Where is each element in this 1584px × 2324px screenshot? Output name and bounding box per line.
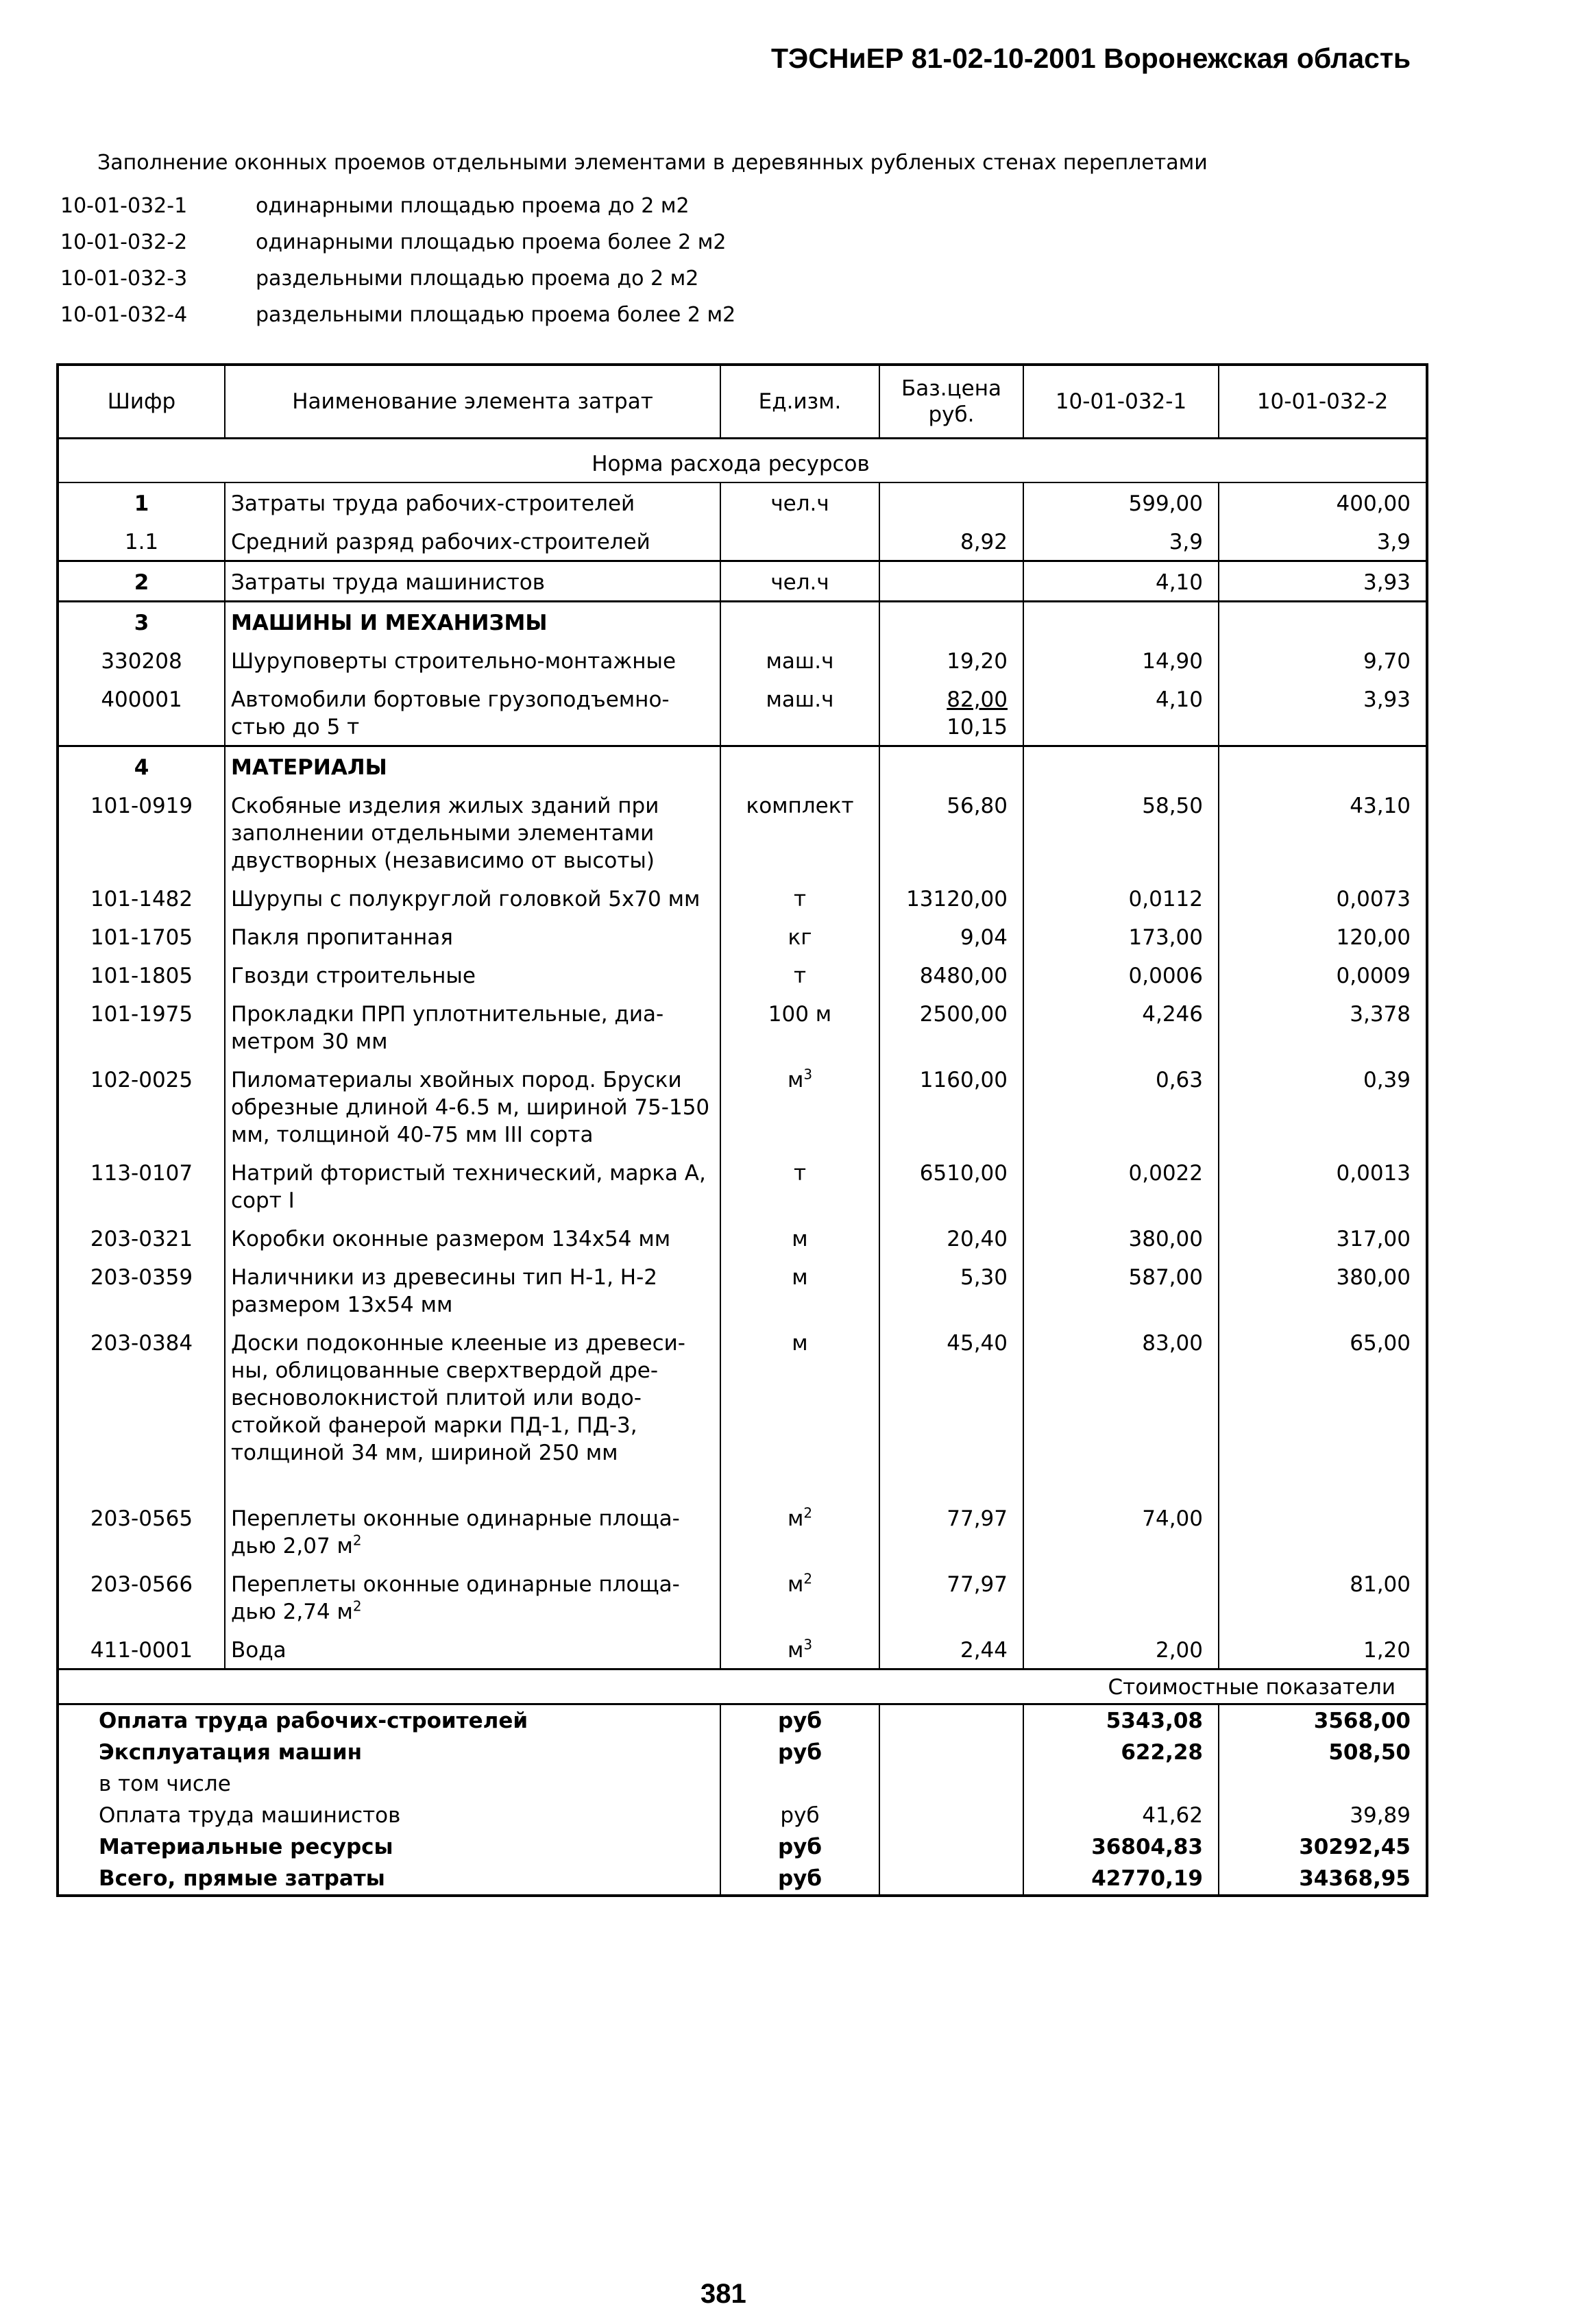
row-unit: чел.ч <box>720 482 879 522</box>
row-v1: 0,63 <box>1023 1060 1219 1153</box>
summary-row <box>58 1863 1427 1896</box>
row-unit: 100 м <box>720 994 879 1060</box>
summary-unit <box>720 1768 879 1800</box>
row-name: Наличники из древесины тип Н-1, Н-2 размером 13x54 мм <box>225 1257 720 1323</box>
row-code: 101-0919 <box>90 794 193 818</box>
row-unit: чел.ч <box>720 561 879 602</box>
row-unit: кг <box>720 917 879 955</box>
table-row <box>58 522 1427 561</box>
table-row <box>58 1219 1427 1257</box>
summary-row <box>58 1704 1427 1737</box>
unit-base: м <box>787 1638 804 1663</box>
row-code: 113-0107 <box>90 1161 193 1186</box>
header-unit: Ед.изм. <box>720 365 879 439</box>
document-header: ТЭСНиЕР 81-02-10-2001 Воронежская область <box>771 42 1411 74</box>
row-code: 1 <box>134 491 149 516</box>
row-name: Затраты труда машинистов <box>225 561 720 602</box>
row-code: 203-0565 <box>90 1506 193 1531</box>
row-v2: 3,9 <box>1219 522 1427 561</box>
variant-desc: раздельными площадью проема до 2 м2 <box>256 267 699 291</box>
row-price <box>879 561 1023 602</box>
header-name: Наименование элемента затрат <box>225 365 720 439</box>
row-v2: 0,39 <box>1219 1060 1427 1153</box>
table-row <box>58 1630 1427 1669</box>
row-code: 101-1805 <box>90 964 193 988</box>
row-code: 3 <box>134 611 149 635</box>
variant-code: 10-01-032-1 <box>60 194 188 218</box>
row-v2: 1,20 <box>1219 1630 1427 1669</box>
table-row <box>58 994 1427 1060</box>
summary-price <box>879 1768 1023 1800</box>
row-v1: 14,90 <box>1023 641 1219 679</box>
row-price: 13120,00 <box>879 879 1023 917</box>
row-code: 203-0384 <box>90 1331 193 1356</box>
row-name: Скобяные изделия жилых зданий при заполнении отдельными элементами двустворных (независимо от высоты) <box>225 785 720 879</box>
row-v2: 65,00 <box>1219 1323 1427 1498</box>
row-price: 20,40 <box>879 1219 1023 1257</box>
row-v2: 0,0013 <box>1219 1153 1427 1219</box>
row-name: Шуруповерты строительно-монтажные <box>225 641 720 679</box>
row-v2: 3,93 <box>1219 561 1427 602</box>
summary-price <box>879 1800 1023 1831</box>
unit-base: м <box>787 1506 804 1531</box>
row-price <box>879 679 1023 746</box>
row-code: 203-0566 <box>90 1572 193 1597</box>
summary-price <box>879 1831 1023 1863</box>
row-unit: м <box>720 1219 879 1257</box>
variant-list <box>60 194 735 339</box>
row-v2: 43,10 <box>1219 785 1427 879</box>
header-code: Шифр <box>58 365 225 439</box>
summary-row <box>58 1800 1427 1831</box>
row-code: 203-0321 <box>90 1227 193 1251</box>
summary-label: Эксплуатация машин <box>99 1740 363 1765</box>
row-v1: 4,246 <box>1023 994 1219 1060</box>
row-name: Шурупы с полукруглой головкой 5x70 мм <box>225 879 720 917</box>
summary-price <box>879 1737 1023 1768</box>
row-name <box>225 1498 720 1564</box>
row-price <box>879 602 1023 641</box>
row-price: 9,04 <box>879 917 1023 955</box>
row-unit <box>720 1060 879 1153</box>
row-price: 8,92 <box>879 522 1023 561</box>
summary-label: Всего, прямые затраты <box>99 1866 385 1891</box>
variant-item <box>60 267 735 303</box>
summary-price <box>879 1863 1023 1896</box>
row-v2: 81,00 <box>1219 1564 1427 1630</box>
unit-superscript: 3 <box>803 1066 813 1083</box>
row-price: 1160,00 <box>879 1060 1023 1153</box>
summary-row <box>58 1831 1427 1863</box>
table-row <box>58 1564 1427 1630</box>
summary-unit: руб <box>720 1831 879 1863</box>
row-name: Пакля пропитанная <box>225 917 720 955</box>
summary-price <box>879 1704 1023 1737</box>
variant-item <box>60 303 735 339</box>
row-code: 400001 <box>58 679 225 746</box>
table-row <box>58 561 1427 602</box>
row-name: Средний разряд рабочих-строителей <box>225 522 720 561</box>
row-v2: 400,00 <box>1219 482 1427 522</box>
summary-label: Оплата труда рабочих-строителей <box>58 1704 720 1737</box>
table-row <box>58 917 1427 955</box>
row-code: 4 <box>134 755 149 780</box>
table-row <box>58 602 1427 641</box>
row-v2: 317,00 <box>1219 1219 1427 1257</box>
row-v1 <box>1023 746 1219 786</box>
row-v1 <box>1023 602 1219 641</box>
row-v2 <box>1219 1498 1427 1564</box>
table-row <box>58 1153 1427 1219</box>
summary-label: в том числе <box>99 1772 231 1796</box>
row-name: Прокладки ПРП уплотнительные, диа-метром 30 мм <box>225 994 720 1060</box>
row-unit: т <box>720 1153 879 1219</box>
row-price <box>879 746 1023 786</box>
summary-v1: 41,62 <box>1023 1800 1219 1831</box>
row-v1: 3,9 <box>1023 522 1219 561</box>
row-name: Коробки оконные размером 134x54 мм <box>225 1219 720 1257</box>
row-price <box>879 482 1023 522</box>
row-v2: 380,00 <box>1219 1257 1427 1323</box>
row-price: 45,40 <box>879 1323 1023 1498</box>
row-v2: 9,70 <box>1219 641 1427 679</box>
row-name: Вода <box>225 1630 720 1669</box>
row-unit <box>720 1498 879 1564</box>
row-unit: т <box>720 879 879 917</box>
summary-unit: руб <box>720 1863 879 1896</box>
summary-label: Материальные ресурсы <box>99 1835 393 1859</box>
row-name: МАШИНЫ И МЕХАНИЗМЫ <box>225 602 720 641</box>
variant-code: 10-01-032-4 <box>60 303 188 327</box>
cost-label: Стоимостные показатели <box>58 1669 1427 1704</box>
row-v2: 0,0009 <box>1219 955 1427 994</box>
summary-v1: 5343,08 <box>1023 1704 1219 1737</box>
row-name: МАТЕРИАЛЫ <box>225 746 720 786</box>
norm-label: Норма расхода ресурсов <box>58 439 1427 483</box>
row-v1: 0,0112 <box>1023 879 1219 917</box>
row-unit: т <box>720 955 879 994</box>
row-name: Пиломатериалы хвойных пород. Бруски обрезные длиной 4-6.5 м, шириной 75-150 мм, толщиной 40-75 мм III сорта <box>225 1060 720 1153</box>
table-row <box>58 879 1427 917</box>
summary-unit: руб <box>720 1737 879 1768</box>
unit-superscript: 3 <box>803 1636 813 1653</box>
summary-label: Оплата труда машинистов <box>99 1803 401 1828</box>
row-name: Автомобили бортовые грузоподъемно-стью до 5 т <box>225 679 720 746</box>
row-v1: 2,00 <box>1023 1630 1219 1669</box>
row-v2 <box>1219 602 1427 641</box>
row-v1: 173,00 <box>1023 917 1219 955</box>
row-unit: комплект <box>720 785 879 879</box>
summary-v1: 36804,83 <box>1023 1831 1219 1863</box>
variant-desc: раздельными площадью проема более 2 м2 <box>256 303 736 327</box>
row-unit <box>720 1630 879 1669</box>
table-row <box>58 1498 1427 1564</box>
row-name: Гвозди строительные <box>225 955 720 994</box>
resource-table-container <box>56 363 1426 1897</box>
row-unit: маш.ч <box>720 679 879 746</box>
resource-table <box>56 363 1428 1897</box>
variant-code: 10-01-032-2 <box>60 230 188 254</box>
row-code: 2 <box>58 561 225 602</box>
section-intro: Заполнение оконных проемов отдельными элементами в деревянных рубленых стенах переплетами <box>97 151 1208 175</box>
row-code: 101-1975 <box>90 1002 193 1027</box>
row-price: 5,30 <box>879 1257 1023 1323</box>
summary-row <box>58 1768 1427 1800</box>
name-text: Переплеты оконные одинарные площа-дью 2,74 м <box>231 1572 680 1624</box>
header-price-line2: руб. <box>928 402 975 427</box>
table-row <box>58 1257 1427 1323</box>
row-name: Доски подоконные клееные из древеси-ны, облицованные сверхтвердой дре-весноволокнистой плитой или водо-стойкой фанерой марки ПД-1, ПД-3, толщиной 34 мм, шириной 250 мм <box>225 1323 720 1498</box>
summary-v1 <box>1023 1768 1219 1800</box>
variant-code: 10-01-032-3 <box>60 267 188 291</box>
row-v1: 83,00 <box>1023 1323 1219 1498</box>
summary-v1: 622,28 <box>1023 1737 1219 1768</box>
row-v2 <box>1219 746 1427 786</box>
row-code: 101-1705 <box>90 925 193 950</box>
table-row <box>58 955 1427 994</box>
row-v2: 3,93 <box>1219 679 1427 746</box>
row-v1: 380,00 <box>1023 1219 1219 1257</box>
row-price: 56,80 <box>879 785 1023 879</box>
row-code: 330208 <box>101 649 182 674</box>
summary-body <box>58 1669 1427 1896</box>
table-body <box>58 439 1427 1669</box>
row-price: 77,97 <box>879 1564 1023 1630</box>
summary-unit: руб <box>720 1704 879 1737</box>
row-code: 411-0001 <box>90 1638 193 1663</box>
row-name: Натрий фтористый технический, марка А, сорт I <box>225 1153 720 1219</box>
table-row <box>58 679 1427 746</box>
row-code: 102-0025 <box>90 1068 193 1092</box>
table-row <box>58 785 1427 879</box>
row-v1: 0,0006 <box>1023 955 1219 994</box>
table-row <box>58 482 1427 522</box>
summary-v2: 39,89 <box>1219 1800 1427 1831</box>
row-v1: 599,00 <box>1023 482 1219 522</box>
row-price: 2,44 <box>879 1630 1023 1669</box>
row-unit <box>720 602 879 641</box>
unit-base: м <box>787 1572 804 1597</box>
row-v1 <box>1023 1564 1219 1630</box>
row-price: 8480,00 <box>879 955 1023 994</box>
row-code: 1.1 <box>58 522 225 561</box>
row-name: Затраты труда рабочих-строителей <box>225 482 720 522</box>
row-v2: 0,0073 <box>1219 879 1427 917</box>
unit-superscript: 2 <box>803 1570 813 1587</box>
row-unit: м <box>720 1257 879 1323</box>
unit-superscript: 2 <box>803 1504 813 1521</box>
header-variant-2: 10-01-032-2 <box>1219 365 1427 439</box>
row-price: 19,20 <box>879 641 1023 679</box>
row-v1: 74,00 <box>1023 1498 1219 1564</box>
table-row <box>58 746 1427 786</box>
page-number: 381 <box>700 2279 746 2309</box>
table-row <box>58 641 1427 679</box>
summary-v2: 508,50 <box>1219 1737 1427 1768</box>
unit-base: м <box>787 1068 804 1092</box>
variant-item <box>60 230 735 267</box>
name-superscript: 2 <box>352 1532 362 1549</box>
row-v1: 587,00 <box>1023 1257 1219 1323</box>
row-code: 203-0359 <box>90 1265 193 1290</box>
variant-item <box>60 194 735 230</box>
row-unit: м <box>720 1323 879 1498</box>
row-price-primary: 82,00 <box>947 687 1008 712</box>
row-code: 101-1482 <box>90 887 193 912</box>
row-v2: 3,378 <box>1219 994 1427 1060</box>
table-row <box>58 1323 1427 1498</box>
summary-v2: 34368,95 <box>1219 1863 1427 1896</box>
header-price <box>879 365 1023 439</box>
summary-unit: руб <box>720 1800 879 1831</box>
table-row <box>58 1060 1427 1153</box>
row-price: 6510,00 <box>879 1153 1023 1219</box>
summary-v1: 42770,19 <box>1023 1863 1219 1896</box>
variant-desc: одинарными площадью проема более 2 м2 <box>256 230 727 254</box>
summary-v2: 30292,45 <box>1219 1831 1427 1863</box>
name-superscript: 2 <box>352 1598 362 1615</box>
header-price-line1: Баз.цена <box>901 376 1002 401</box>
row-price-secondary: 10,15 <box>947 715 1008 739</box>
row-unit: маш.ч <box>720 641 879 679</box>
row-price: 2500,00 <box>879 994 1023 1060</box>
row-unit <box>720 746 879 786</box>
header-variant-1: 10-01-032-1 <box>1023 365 1219 439</box>
variant-desc: одинарными площадью проема до 2 м2 <box>256 194 690 218</box>
summary-row <box>58 1737 1427 1768</box>
row-name <box>225 1564 720 1630</box>
row-v1: 4,10 <box>1023 561 1219 602</box>
summary-v2: 3568,00 <box>1219 1704 1427 1737</box>
row-v1: 58,50 <box>1023 785 1219 879</box>
row-unit <box>720 1564 879 1630</box>
table-header <box>58 365 1427 439</box>
row-price: 77,97 <box>879 1498 1023 1564</box>
summary-v2 <box>1219 1768 1427 1800</box>
row-v1: 4,10 <box>1023 679 1219 746</box>
row-v2: 120,00 <box>1219 917 1427 955</box>
row-unit <box>720 522 879 561</box>
name-text: Переплеты оконные одинарные площа-дью 2,07 м <box>231 1506 680 1558</box>
row-v1: 0,0022 <box>1023 1153 1219 1219</box>
